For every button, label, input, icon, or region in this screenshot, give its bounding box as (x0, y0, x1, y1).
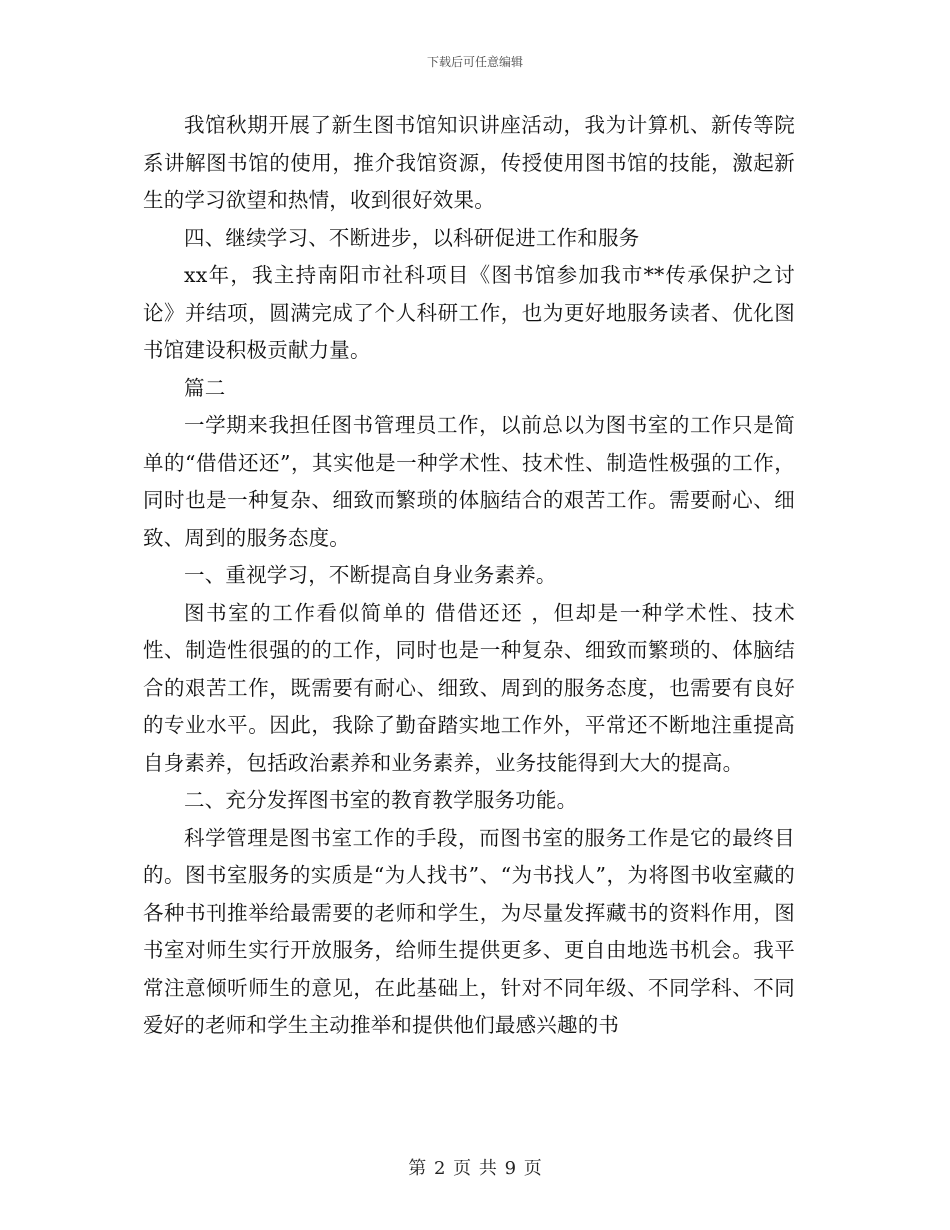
paragraph-lecture-activity: 我馆秋期开展了新生图书馆知识讲座活动，我为计算机、新传等院系讲解图书馆的使用，推介我馆资源，传授使用图书馆的技能，激起新生的学习欲望和热情，收到很好效果。 (143, 113, 795, 212)
page-header: 下载后可任意编辑 (426, 55, 523, 69)
paragraph-librarian-intro: 一学期来我担任图书管理员工作，以前总以为图书室的工作只是简单的“借借还还”，其实他是一种学术性、技术性、制造性极强的工作，同时也是一种复杂、细致而繁琐的体脑结合的艰苦工作。需要耐心、细致、周到的服务态度。 (143, 413, 795, 550)
page-number-footer: 第 2 页 共 9 页 (408, 1158, 542, 1179)
section-heading-four: 四、继续学习、不断进步，以科研促进工作和服务 (184, 225, 640, 250)
section-heading-one: 一、重视学习，不断提高自身业务素养。 (184, 563, 557, 587)
paragraph-service-function: 科学管理是图书室工作的手段，而图书室的服务工作是它的最终目的。图书室服务的实质是“为人找书”、“为书找人”，为将图书收室藏的各种书刊推举给最需要的老师和学生，为尽量发挥藏书的资料作用，图书室对师生实行开放服务，给师生提供更多、更自由地选书机会。我平常注意倾听师生的意见，在此基础上，针对不同年级、不同学科、不同爱好的老师和学生主动推举和提供他们最感兴趣的书 (143, 825, 795, 1037)
section-title-part-two: 篇二 (184, 375, 226, 400)
paragraph-research-project: xx年，我主持南阳市社科项目《图书馆参加我市**传承保护之讨论》并结项，圆满完成了个人科研工作，也为更好地服务读者、优化图书馆建设积极贡献力量。 (143, 263, 795, 362)
paragraph-learning: 图书室的工作看似简单的 借借还还 ，但却是一种学术性、技术性、制造性很强的的工作，同时也是一种复杂、细致而繁琐的、体脑结合的艰苦工作，既需要有耐心、细致、周到的服务态度，也需要有良好的专业水平。因此，我除了勤奋踏实地工作外，平常还不断地注重提高自身素养，包括政治素养和业务素养，业务技能得到大大的提高。 (143, 600, 795, 775)
document-body (143, 107, 795, 1045)
section-heading-two: 二、充分发挥图书室的教育教学服务功能。 (184, 788, 578, 812)
